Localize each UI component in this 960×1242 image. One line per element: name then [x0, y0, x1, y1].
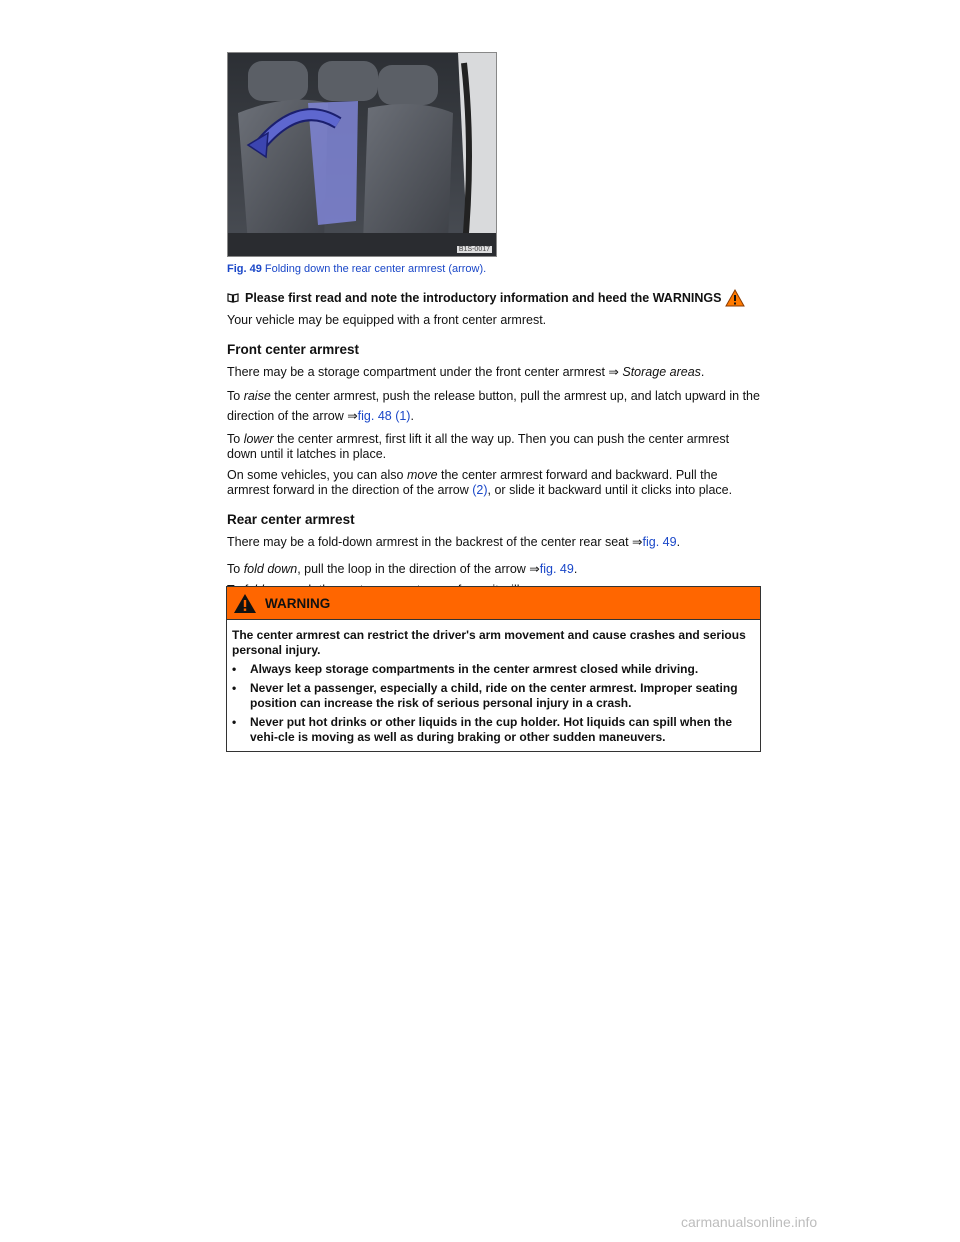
rear-paragraph-1: There may be a fold-down armrest in the backrest of the center rear seat ⇒fig. 49. [227, 535, 681, 549]
figure-code: B1S-0017 [458, 246, 490, 253]
link-fig-49-b[interactable]: fig. 49 [539, 562, 574, 576]
front-paragraph-3: To lower the center armrest, first lift it all the way up. Then you can push the center armrest down until it latches in place. [227, 432, 730, 461]
warning-bullet-3: • Never put hot drinks or other liquids in the cup holder. Hot liquids can spill when the vehi-cle is moving as well as during braking or other sudden maneuvers. [232, 715, 733, 744]
link-arrow-2[interactable]: (2) [472, 483, 488, 497]
intro-sentence: Your vehicle may be equipped with a front center armrest. [227, 313, 547, 327]
warning-header [227, 587, 760, 620]
intro-text: Please first read and note the introductory information and heed the WARNINGS [245, 291, 722, 305]
figure-caption-label: Fig. 49 [227, 263, 262, 275]
warning-body [227, 620, 760, 751]
heading-front-armrest: Front center armrest [227, 342, 360, 357]
link-fig-49-a[interactable]: fig. 49 [642, 535, 677, 549]
intro-notice [227, 289, 762, 307]
link-storage-areas[interactable]: Storage areas [622, 365, 701, 379]
front-paragraph-2: To raise the center armrest, push the release button, pull the armrest up, and latch upward in the direction of the arrow ⇒fig. 48 (1). [227, 389, 760, 423]
heading-rear-armrest: Rear center armrest [227, 512, 355, 527]
warning-box [226, 586, 761, 752]
warning-lead: The center armrest can restrict the driver's arm movement and cause crashes and serious personal injury. [232, 628, 746, 657]
front-paragraph-1: There may be a storage compartment under the front center armrest ⇒ Storage areas. [227, 365, 705, 379]
watermark: carmanualsonline.info [681, 1214, 818, 1230]
book-icon [227, 293, 239, 303]
figure-caption [227, 263, 762, 275]
warning-title: WARNING [265, 595, 331, 611]
link-fig-48-1[interactable]: fig. 48 (1) [357, 409, 411, 423]
figure-caption-text: Folding down the rear center armrest (arrow). [264, 263, 487, 275]
rear-seat-illustration [228, 53, 496, 256]
warning-icon [233, 593, 257, 614]
warning-bullet-2: • Never let a passenger, especially a child, ride on the center armrest. Improper seating position can increase the risk of serious personal injury in a crash. [232, 681, 738, 710]
warning-bullet-1: • Always keep storage compartments in the center armrest closed while driving. [232, 662, 699, 676]
rear-paragraph-2: To fold down, pull the loop in the direction of the arrow ⇒fig. 49. [227, 562, 578, 576]
figure-rear-armrest [227, 52, 497, 257]
document-content [227, 52, 762, 598]
front-paragraph-4: On some vehicles, you can also move the center armrest forward and backward. Pull the armrest forward in the direction of the arrow (2), or slide it backward until it clicks into place. [227, 468, 733, 497]
warning-triangle-icon [725, 289, 745, 307]
